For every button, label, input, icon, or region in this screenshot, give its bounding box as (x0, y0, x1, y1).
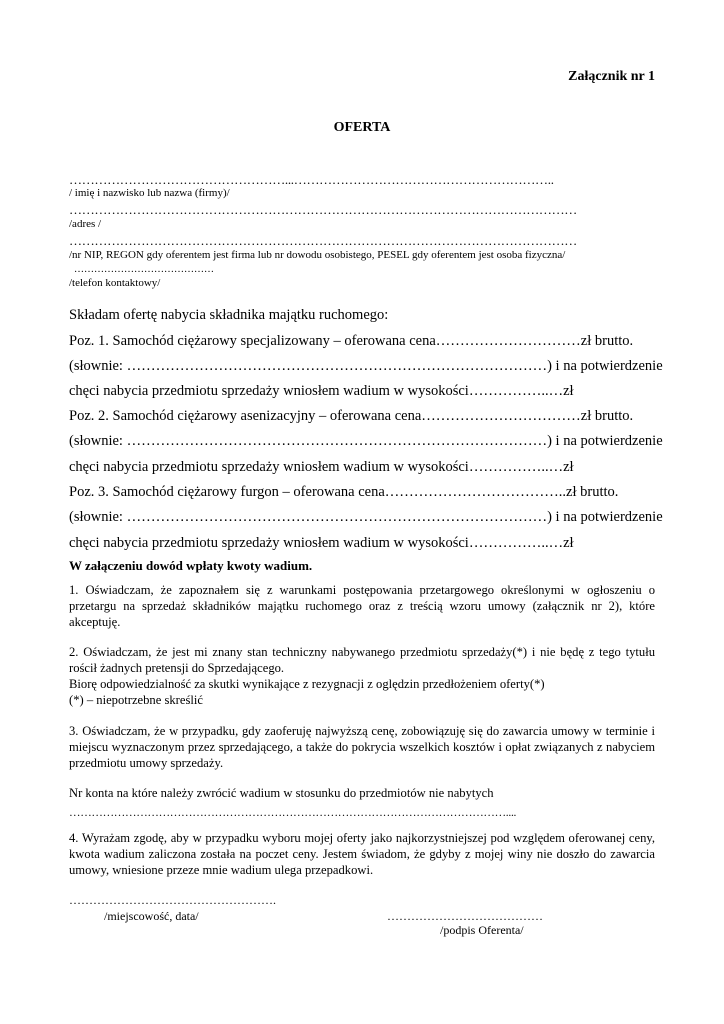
position-2-words: (słownie: ……………………………………………………………………………) i na potwierdzenie (69, 433, 663, 449)
id-label: /nr NIP, REGON gdy oferentem jest firma lub nr dowodu osobistego, PESEL gdy oferentem jest osoba fizyczna/ (69, 249, 566, 261)
position-3: Poz. 3. Samochód ciężarowy furgon – oferowana cena………………………………..zł brutto. (69, 484, 619, 500)
name-dotted-line: ……………………………………………...…………………………………………………….. (69, 172, 554, 187)
position-1: Poz. 1. Samochód ciężarowy specjalizowany – oferowana cena…………………………zł brutto. (69, 333, 634, 349)
declaration-2-footnote: (*) – niepotrzebne skreślić (69, 693, 203, 707)
id-dotted-line: ………………………………………………………………………………………………………… (69, 233, 578, 248)
declaration-2-responsibility: Biorę odpowiedzialność za skutki wynikające z rezygnacji z oględzin przedłożeniem oferty(*) (69, 677, 545, 691)
position-2: Poz. 2. Samochód ciężarowy asenizacyjny – oferowana cena……………………………zł brutto. (69, 408, 634, 424)
position-2-deposit: chęci nabycia przedmiotu sprzedaży wniosłem wadium w wysokości……………..…zł (69, 459, 574, 475)
signature-label: /podpis Oferenta/ (440, 923, 524, 937)
attachment-label: Załącznik nr 1 (568, 69, 655, 84)
offer-intro: Składam ofertę nabycia składnika majątku ruchomego: (69, 307, 389, 323)
account-dotted-line: ……………………………………………………………………………………………………….... (69, 807, 517, 819)
declaration-1: 1. Oświadczam, że zapoznałem się z warunkami postępowania przetargowego określonymi w ogłoszeniu o przetargu na sprzedaż składników majątku ruchomego oraz z treścią wzoru umowy (załącznik nr 2), które akceptuję. (69, 583, 655, 629)
position-1-words: (słownie: ……………………………………………………………………………) i na potwierdzenie (69, 358, 663, 374)
declaration-3: 3. Oświadczam, że w przypadku, gdy zaoferuję najwyższą cenę, zobowiązuję się do zawarcia umowy w terminie i miejscu wyznaczonym przez sprzedającego, a także do pokrycia wszelkich kosztów i opłat związanych z nabyciem przedmiotu umowy sprzedaży. (69, 724, 655, 770)
document-title: OFERTA (333, 120, 391, 135)
place-date-dotted-line: ……………………………………………. (69, 893, 276, 907)
position-3-words: (słownie: ……………………………………………………………………………) i na potwierdzenie (69, 509, 663, 525)
phone-dotted-line: …………………………………… (74, 264, 214, 275)
declaration-2: 2. Oświadczam, że jest mi znany stan techniczny nabywanego przedmiotu sprzedaży(*) i nie będę z tego tytułu rościł żadnych pretensji do Sprzedającego. (69, 645, 655, 675)
address-label: /adres / (69, 218, 102, 230)
name-label: / imię i nazwisko lub nazwa (firmy)/ (69, 187, 230, 199)
position-1-deposit: chęci nabycia przedmiotu sprzedaży wniosłem wadium w wysokości……………..…zł (69, 383, 574, 399)
signature-dotted-line: ………………………………… (387, 909, 543, 923)
position-3-deposit: chęci nabycia przedmiotu sprzedaży wniosłem wadium w wysokości……………..…zł (69, 535, 574, 551)
address-dotted-line: ………………………………………………………………………………………………………… (69, 202, 578, 217)
deposit-proof-note: W załączeniu dowód wpłaty kwoty wadium. (69, 558, 313, 573)
place-date-label: /miejscowość, data/ (104, 909, 199, 923)
declaration-4: 4. Wyrażam zgodę, aby w przypadku wyboru mojej oferty jako najkorzystniejszej pod względem oferowanej ceny, kwota wadium zaliczona została na poczet ceny. Jestem świadom, że gdyby z mojej winy nie doszło do zawarcia umowy, wniesione przeze mnie wadium ulega przepadkowi. (69, 831, 655, 877)
phone-label: /telefon kontaktowy/ (69, 277, 161, 289)
account-label: Nr konta na które należy zwrócić wadium w stosunku do przedmiotów nie nabytych (69, 786, 494, 800)
